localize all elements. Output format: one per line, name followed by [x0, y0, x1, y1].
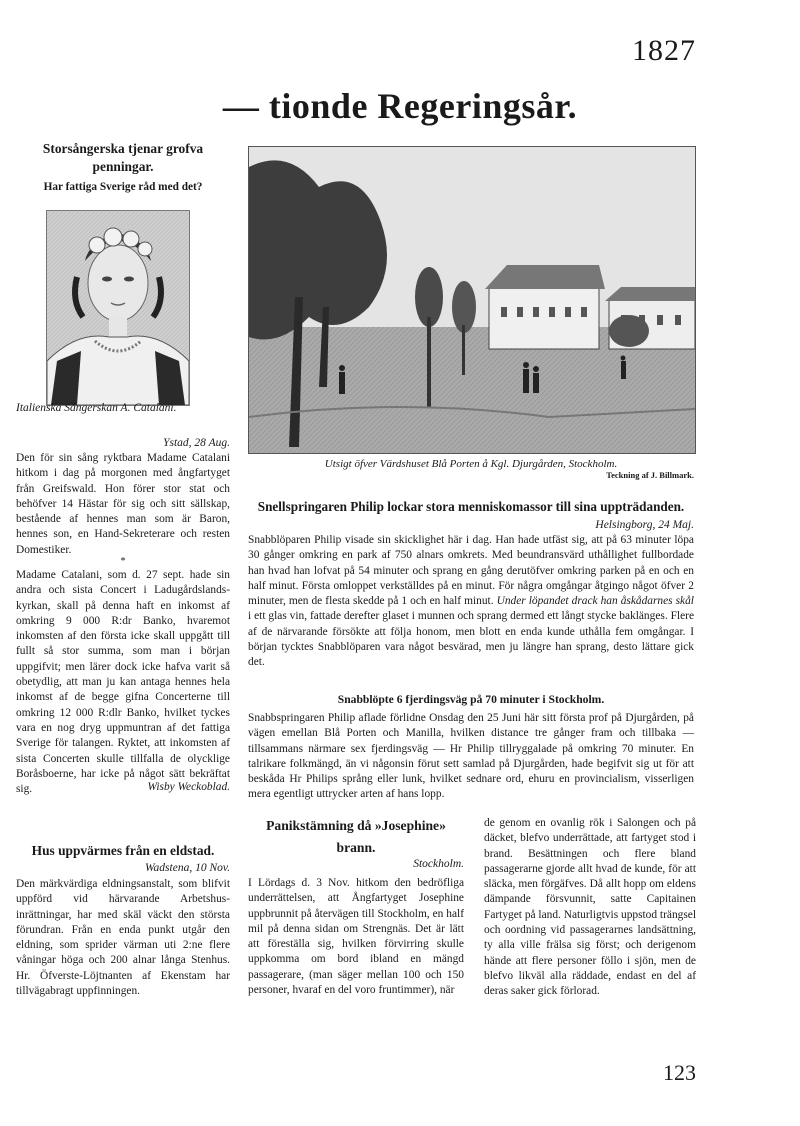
runner-subhead: Snabblöpte 6 fjerdingsväg på 70 minuter i Stockholm. — [337, 693, 605, 706]
page-number: 123 — [663, 1060, 696, 1085]
runner-paragraph-2: Snabbspringaren Philip aflade förlidne Onsdag den 25 Juni här sitt första prof på Djurgården, på vägen emellan Blå Porten och Manilla, hvilken distance tre gånger fram och tillbaka — tillsammans närmare sex fjerdingsväg — Hr Philip tillryggalade på omkring 70 minuter. En talrikare folkmängd, än vi någonsin förut sett samlad på Djurgården, hade begifvit sig ut för att beskåda Hr Philips språng eller lunk, hvilket sednare ord, ehuru en provincialism, visserligen mera egentligt uttrycker arten af hans lopp. — [248, 712, 694, 801]
park-engraving — [249, 147, 695, 453]
heating-paragraph: Den märkvärdiga eldningsanstalt, som blifvit uppförd vid härvarande Arbetshus-inrättningar, har med skäl väckt den största förundran. Från en enda punkt utgår den eldning, som sprider värman uti 2:ne flere våningar höga och 200 alnar långa Stenhus. Hr. Öfverste-Löjtnanten af Ekenstam har tillvägabragt uppfinningen. — [16, 878, 230, 998]
runner-dateline: Helsingborg, 24 Maj. — [595, 519, 694, 531]
runner-toast-emphasis: Under löpandet drack han åskådarnes skål — [496, 595, 694, 608]
heating-dateline: Wadstena, 10 Nov. — [145, 862, 230, 874]
page-headline: — tionde Regeringsår. — [222, 86, 578, 126]
runner-headline: Snellspringaren Philip lockar stora menniskomassor till sina uppträdanden. — [257, 499, 685, 514]
catalani-portrait — [46, 210, 190, 406]
illustration-credit: Teckning af J. Billmark. — [606, 470, 694, 480]
catalani-paragraph-1: Den för sin sång ryktbara Madame Catalani hitkom i dag på morgonen med ångfartyget från Greifswald. Hon förer stor stat och behöfver 14 Hästar för sig och sitt sällskap, bestående af hennes man som är Baron, hennes son, en Hand-Sekreterare och resten Domestiker. — [16, 452, 230, 556]
catalani-headline: Storsångerska tjenar grofva penningar. — [42, 141, 204, 174]
catalani-subhead: Har fattiga Sverige råd med det? — [43, 181, 203, 193]
portrait-engraving — [47, 211, 189, 405]
josephine-dateline: Stockholm. — [413, 858, 464, 870]
catalani-paragraph-2: Madame Catalani, som d. 27 sept. hade sin andra och sista Concert i Ladugårdslands-kyrkan, skall på denna haft en inkomst af omkring 9 000 R:dr Banko, hvaremot inkomsten af den första icke skall uppgått till fullt så stor summa, som man i början uppgifvit; men lärer dock icke hafva varit så obetydlig, att man ju kan antaga hennes hela inkomst af de begge gifna Concerterne till omkring 12 000 R:dlr Banko, hvilket tyckes vara en nog dryg uppmuntran af det fattiga Sverige för talangen. Ryktet, att inkomsten af sista Concerten skulle tillfalla de olycklige Boråsboerne, har icke på något sätt bekräftat sig. — [16, 569, 230, 796]
illustration-caption: Utsigt öfver Värdshuset Blå Porten å Kgl. Djurgården, Stockholm. — [324, 458, 618, 470]
josephine-headline: Panikstämning då »Josephine» brann. — [266, 818, 446, 855]
catalani-dateline: Ystad, 28 Aug. — [163, 437, 230, 449]
portrait-caption: Italienska Sångerskan A. Catalani. — [16, 402, 177, 414]
josephine-paragraph-col2: de genom en ovanlig rök i Salongen och på däcket, blefvo underrättade, att fartyget stod i brand. Besättningen och flere bland passagerarne gjorde allt hvad de kunde, för att släcka, men förgäfves. Då allt hopp om eldens dämpande försvunnit, satte Capitainen Fartyget på land. Naturligtvis uppstod trängsel och oordning vid passagerarnes landsättning, ty alla ville frälsa sig först; och derigenom hände att flere personer föllo i sjön, men de blefvo likväl alla räddade, endast en del af deras saker gick förlorad. — [484, 817, 696, 998]
page-year: 1827 — [632, 34, 696, 67]
josephine-paragraph-col1: I Lördags d. 3 Nov. hitkom den bedröfliga underrättelsen, att Ångfartyget Josephine uppbrunnit på återvägen till Stockholm, en half mil på denna sidan om Strengnäs. Det är lätt att föreställa sig, hvilken förvirring skulle uppkomma om bord ibland en mängd passagerare, (man säger mellan 100 och 150 personer, hvaraf en del voro fruntimmer), när — [248, 877, 464, 997]
heating-headline: Hus uppvärmes från en eldstad. — [31, 843, 215, 858]
djurgarden-illustration — [248, 146, 696, 454]
runner-paragraph-1: Snabblöparen Philip visade sin skicklighet här i dag. Han hade utfäst sig, att på 63 minuter löpa 30 gånger omkring en park af 750 alnars omkrets. Med beundransvärd uthållighet fullbordade han hvad han lofvat på 54 minuter och sprang en gång derutöfver omkring parken på en och en half minut. Första omloppet verkställdes på en minut. För några omgångar åtgingo något öfver 2 minuter, men de flesta skedde på 1 och en half minut. Under löpandet drack han åskådarnes skål i ett glas vin, fattade derefter glaset i munnen och sprang dermed ett långt stycke baklänges. Flere af de närvarande försökte att följa honom, men blott en enda kunde uthålla fem omgångar. I början tycktes Snabblöparen vara något besvärad, men ju längre han sprang, desto lättare gick det. — [248, 534, 694, 669]
separator-asterisk: * — [120, 556, 126, 567]
catalani-source: Wisby Weckoblad. — [147, 781, 230, 793]
